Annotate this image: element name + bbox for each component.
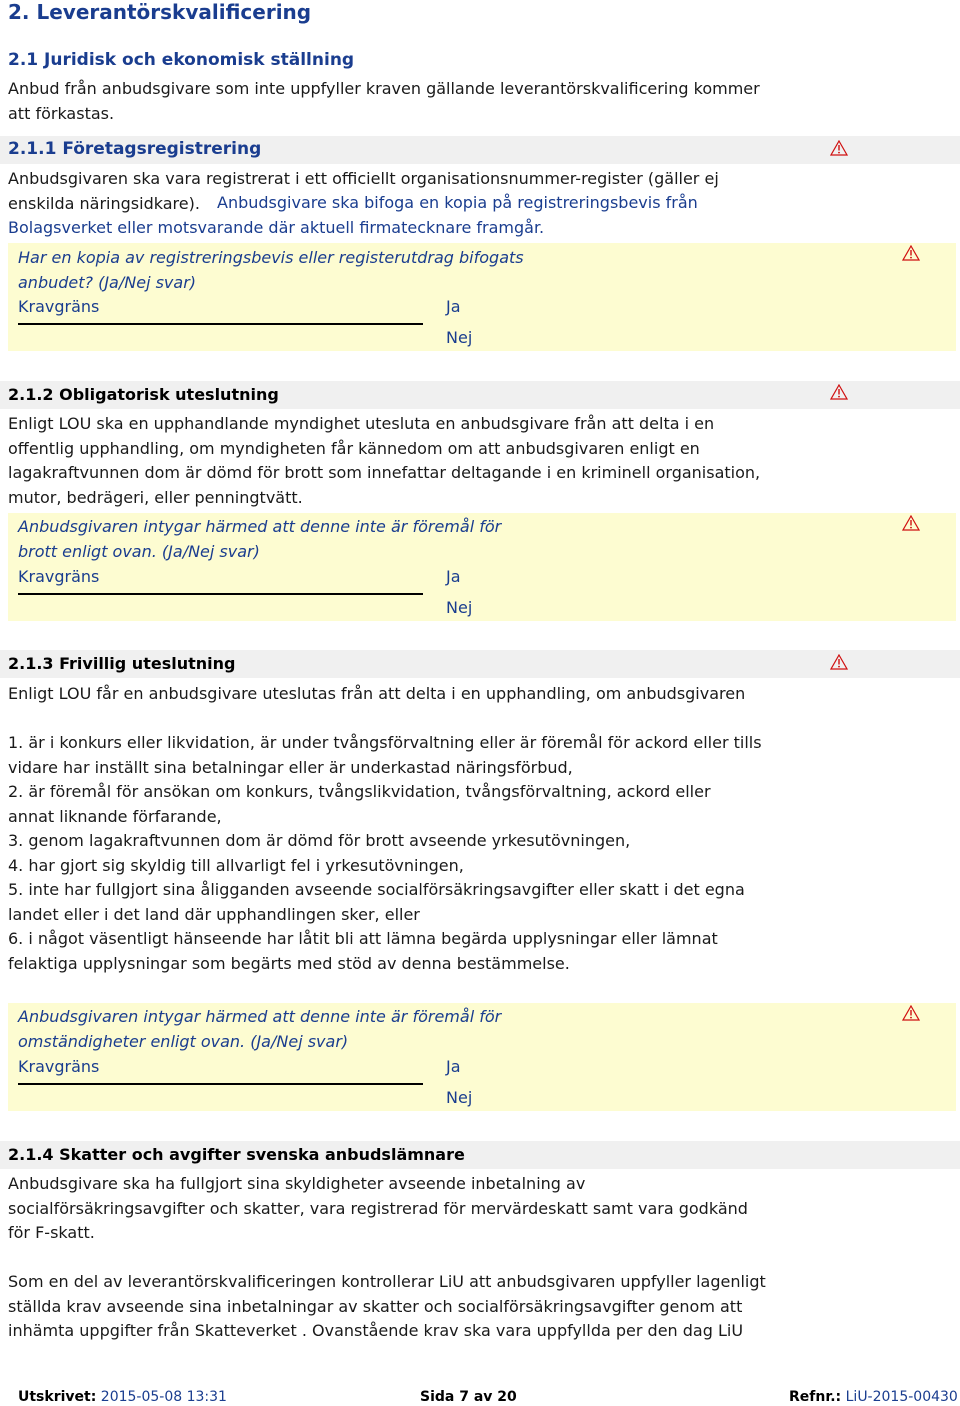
body-line: ställda krav avseende sina inbetalningar av skatter och socialförsäkringsavgifter genom att bbox=[8, 1296, 743, 1316]
option-ja[interactable]: Ja bbox=[446, 567, 461, 586]
body-line: mutor, bedrägeri, eller penningtvätt. bbox=[8, 487, 303, 507]
question-line: omständigheter enligt ovan. (Ja/Nej svar) bbox=[18, 1031, 349, 1051]
question-line: Anbudsgivaren intygar härmed att denne inte är föremål för bbox=[18, 517, 502, 536]
section-2-1-4-para1 bbox=[8, 1172, 748, 1246]
warning-icon bbox=[830, 384, 848, 400]
option-nej[interactable]: Nej bbox=[446, 328, 473, 347]
question-text bbox=[18, 1005, 501, 1054]
ref-value: LiU-2015-00430 bbox=[845, 1389, 958, 1405]
section-2-1-title: 2.1 Juridisk och ekonomisk ställning bbox=[8, 50, 355, 70]
body-line: Anbudsgivare ska bifoga en kopia på registreringsbevis från bbox=[217, 193, 698, 212]
list-line: felaktiga upplysningar som begärts med stöd av denna bestämmelse. bbox=[8, 953, 570, 973]
question-line: anbudet? (Ja/Nej svar) bbox=[18, 272, 197, 292]
section-2-1-1-title: 2.1.1 Företagsregistrering bbox=[8, 139, 262, 159]
list-line: 3. genom lagakraftvunnen dom är dömd för brott avseende yrkesutövningen, bbox=[8, 831, 631, 850]
question-box-2-1-1 bbox=[8, 243, 956, 351]
body-line: Anbudsgivaren ska vara registrerat i ett officiellt organisationsnummer-register (gäller ej bbox=[8, 169, 719, 188]
section-2-1-3-title: 2.1.3 Frivillig uteslutning bbox=[8, 654, 236, 673]
question-line: Anbudsgivaren intygar härmed att denne inte är föremål för bbox=[18, 1007, 502, 1026]
kravgrans-line bbox=[18, 323, 423, 325]
page-heading: 2. Leverantörskvalificering bbox=[8, 0, 312, 24]
list-line: 1. är i konkurs eller likvidation, är under tvångsförvaltning eller är föremål för ackord eller tills bbox=[8, 733, 762, 752]
warning-icon bbox=[902, 245, 920, 261]
section-2-1-1-body-blue2 bbox=[8, 216, 544, 241]
warning-icon bbox=[902, 515, 920, 531]
printed-label: Utskrivet: bbox=[18, 1389, 97, 1405]
section-2-1-2-title: 2.1.2 Obligatorisk uteslutning bbox=[8, 385, 279, 404]
kravgrans-line bbox=[18, 593, 423, 595]
footer-ref bbox=[789, 1389, 958, 1405]
question-line: Har en kopia av registreringsbevis eller registerutdrag bifogats bbox=[18, 248, 524, 267]
option-ja[interactable]: Ja bbox=[446, 297, 461, 316]
section-2-1-2-body bbox=[8, 412, 760, 510]
list-line: 2. är föremål för ansökan om konkurs, tvångslikvidation, tvångsförvaltning, ackord eller bbox=[8, 782, 711, 801]
body-line: för F-skatt. bbox=[8, 1223, 95, 1242]
list-line: annat liknande förfarande, bbox=[8, 806, 222, 826]
question-box-2-1-3 bbox=[8, 1003, 956, 1111]
body-line: lagakraftvunnen dom är dömd för brott som innefattar deltagande i en kriminell organisation, bbox=[8, 463, 761, 482]
section-2-1-3-intro: Enligt LOU får en anbudsgivare uteslutas från att delta i en upphandling, om anbudsgivaren bbox=[8, 684, 746, 703]
section-2-1-1-body-blue bbox=[217, 191, 698, 216]
question-text bbox=[18, 515, 501, 564]
question-text bbox=[18, 246, 524, 295]
section-2-1-4-title: 2.1.4 Skatter och avgifter svenska anbudslämnare bbox=[8, 1145, 465, 1164]
body-line: Som en del av leverantörskvalificeringen kontrollerar LiU att anbudsgivaren uppfyller lagenligt bbox=[8, 1272, 766, 1291]
warning-icon bbox=[830, 140, 848, 156]
body-line: inhämta uppgifter från Skatteverket . Ovanstående krav ska vara uppfyllda per den dag LiU bbox=[8, 1321, 744, 1340]
printed-value: 2015-05-08 13:31 bbox=[100, 1389, 227, 1405]
list-line: 6. i något väsentligt hänseende har låtit bli att lämna begärda upplysningar eller lämnat bbox=[8, 929, 718, 948]
list-line: 4. har gjort sig skyldig till allvarligt fel i yrkesutövningen, bbox=[8, 855, 464, 875]
section-2-1-4-para2 bbox=[8, 1270, 766, 1344]
option-nej[interactable]: Nej bbox=[446, 598, 473, 617]
question-box-2-1-2 bbox=[8, 513, 956, 621]
body-line: Enligt LOU ska en upphandlande myndighet utesluta en anbudsgivare från att delta i en bbox=[8, 414, 715, 433]
section-2-1-intro bbox=[8, 77, 760, 126]
list-line: 5. inte har fullgjort sina åligganden avseende socialförsäkringsavgifter eller skatt i det egna bbox=[8, 880, 745, 899]
kravgrans-label: Kravgräns bbox=[18, 567, 100, 586]
body-line: Anbudsgivare ska ha fullgjort sina skyldigheter avseende inbetalning av bbox=[8, 1174, 586, 1193]
list-line: vidare har inställt sina betalningar eller är underkastad näringsförbud, bbox=[8, 757, 573, 777]
body-line: Bolagsverket eller motsvarande där aktuell firmatecknare framgår. bbox=[8, 218, 545, 237]
kravgrans-label: Kravgräns bbox=[18, 1057, 100, 1076]
body-line: socialförsäkringsavgifter och skatter, vara registrerad för mervärdeskatt samt vara godkänd bbox=[8, 1198, 748, 1218]
body-line: enskilda näringsidkare). bbox=[8, 193, 200, 213]
question-line: brott enligt ovan. (Ja/Nej svar) bbox=[18, 541, 260, 561]
footer-printed bbox=[18, 1389, 227, 1405]
intro-line: att förkastas. bbox=[8, 103, 115, 123]
warning-icon bbox=[902, 1005, 920, 1021]
option-ja[interactable]: Ja bbox=[446, 1057, 461, 1076]
section-2-1-3-list bbox=[8, 731, 762, 976]
list-line: landet eller i det land där upphandlingen sker, eller bbox=[8, 904, 420, 924]
footer-page bbox=[420, 1389, 517, 1405]
page-number: Sida 7 av 20 bbox=[420, 1389, 517, 1405]
warning-icon bbox=[830, 654, 848, 670]
body-line: offentlig upphandling, om myndigheten får kännedom om att anbudsgivaren enligt en bbox=[8, 438, 700, 458]
intro-line: Anbud från anbudsgivare som inte uppfyller kraven gällande leverantörskvalificering kommer bbox=[8, 79, 760, 98]
option-nej[interactable]: Nej bbox=[446, 1088, 473, 1107]
kravgrans-line bbox=[18, 1083, 423, 1085]
kravgrans-label: Kravgräns bbox=[18, 297, 100, 316]
ref-label: Refnr.: bbox=[789, 1389, 842, 1405]
